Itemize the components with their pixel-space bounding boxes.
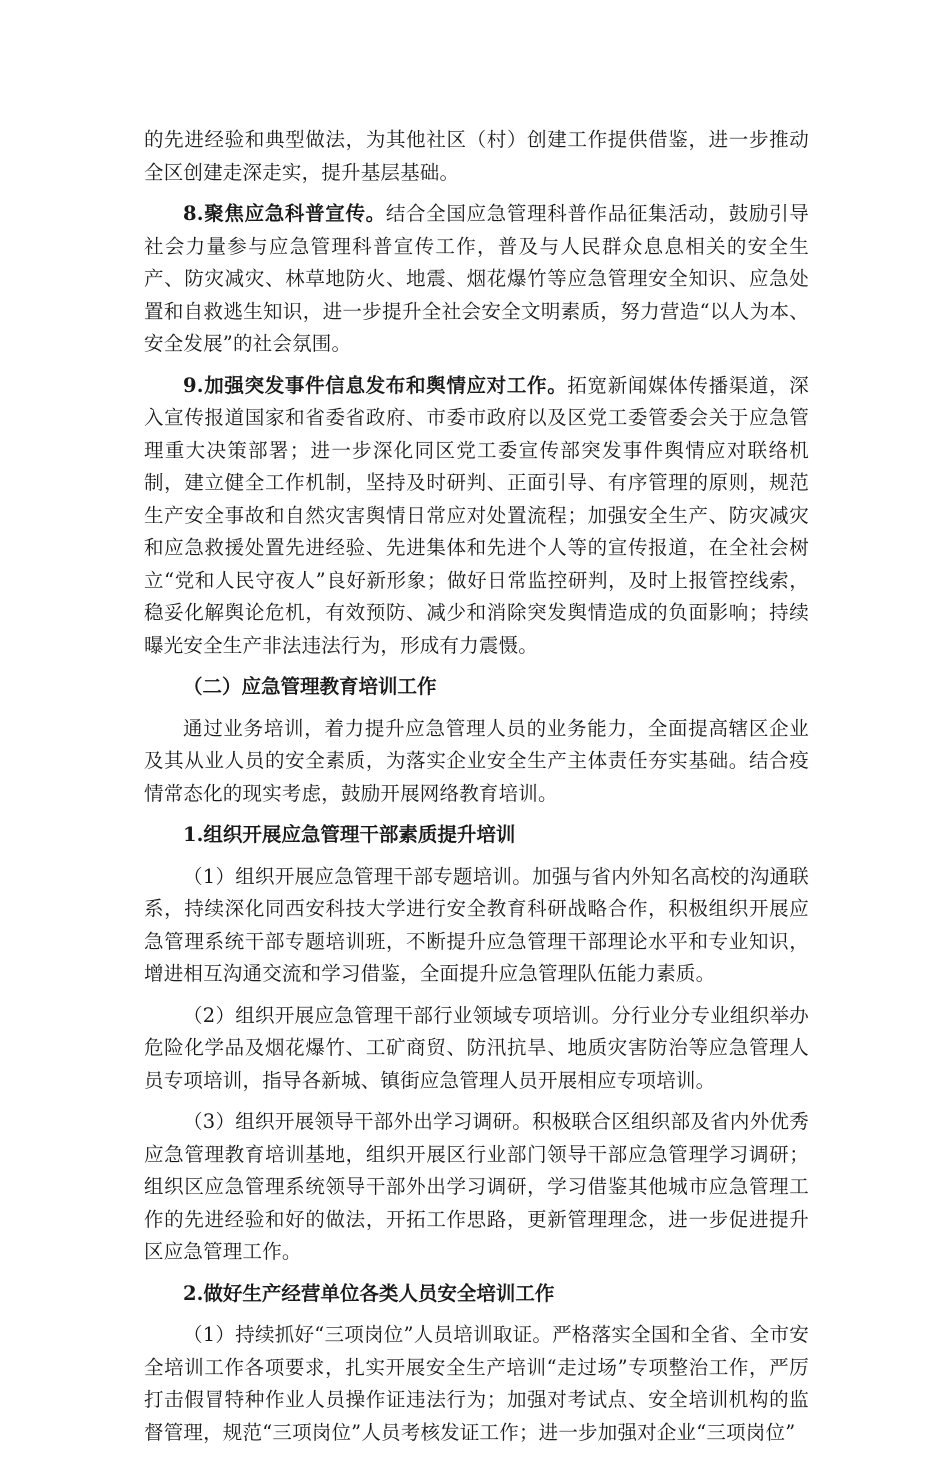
paragraph-continuation bbox=[144, 124, 809, 189]
item-8-title: 8.聚焦应急科普宣传。 bbox=[183, 202, 386, 225]
paragraph-text: 的先进经验和典型做法，为其他社区（村）创建工作提供借鉴，进一步推动全区创建走深走实，提升基层基础。 bbox=[144, 128, 809, 184]
paragraph-1-2-text: （2）组织开展应急管理干部行业领域专项培训。分行业分专业组织举办危险化学品及烟花爆竹、工矿商贸、防汛抗旱、地质灾害防治等应急管理人员专项培训，指导各新城、镇街应急管理人员开展相应专项培训。 bbox=[144, 1003, 809, 1092]
subheading-1: 1.组织开展应急管理干部素质提升培训 bbox=[183, 823, 516, 846]
section-2-intro bbox=[144, 713, 809, 811]
paragraph-1-3-text: （3）组织开展领导干部外出学习调研。积极联合区组织部及省内外优秀应急管理教育培训基地，组织开展区行业部门领导干部应急管理学习调研；组织区应急管理系统领导干部外出学习调研，学习借鉴其他城市应急管理工作的先进经验和好的做法，开拓工作思路，更新管理理念，进一步促进提升区应急管理工作。 bbox=[144, 1110, 809, 1263]
paragraph-item-9 bbox=[144, 370, 809, 663]
item-8-text: 结合全国应急管理科普作品征集活动，鼓励引导社会力量参与应急管理科普宣传工作，普及与人民群众息息相关的安全生产、防灾减灾、林草地防火、地震、烟花爆竹等应急管理安全知识、应急处置和自救逃生知识，进一步提升全社会安全文明素质，努力营造“以人为本、安全发展”的社会氛围。 bbox=[144, 202, 810, 355]
paragraph-1-2 bbox=[144, 1000, 809, 1098]
subheading-2: 2.做好生产经营单位各类人员安全培训工作 bbox=[183, 1281, 555, 1305]
document-page bbox=[144, 124, 809, 1458]
paragraph-1-1 bbox=[144, 861, 809, 991]
section-2-intro-text: 通过业务培训，着力提升应急管理人员的业务能力，全面提高辖区企业及其从业人员的安全素质，为落实企业安全生产主体责任夯实基础。结合疫情常态化的现实考虑，鼓励开展网络教育培训。 bbox=[144, 716, 809, 805]
item-9-text: 拓宽新闻媒体传播渠道，深入宣传报道国家和省委省政府、市委市政府以及区党工委管委会关于应急管理重大决策部署；进一步深化同区党工委宣传部突发事件舆情应对联络机制，建立健全工作机制，坚持及时研判、正面引导、有序管理的原则，规范生产安全事故和自然灾害舆情日常应对处置流程；加强安全生产、防灾减灾和应急救援处置先进经验、先进集体和先进个人等的宣传报道，在全社会树立“党和人民守夜人”良好新形象；做好日常监控研判，及时上报管控线索，稳妥化解舆论危机，有效预防、减少和消除突发舆情造成的负面影响；持续曝光安全生产非法违法行为，形成有力震慑。 bbox=[144, 373, 809, 657]
section-heading-2: （二）应急管理教育培训工作 bbox=[183, 675, 437, 698]
paragraph-1-3 bbox=[144, 1106, 809, 1269]
paragraph-2-1 bbox=[144, 1319, 809, 1449]
paragraph-2-1-text: （1）持续抓好“三项岗位”人员培训取证。严格落实全国和全省、全市安全培训工作各项要求，扎实开展安全生产培训“走过场”专项整治工作，严厉打击假冒特种作业人员操作证违法行为；加强对考试点、安全培训机构的监督管理，规范“三项岗位”人员考核发证工作；进一步加强对企业“三项岗位” bbox=[144, 1323, 809, 1444]
paragraph-1-1-text: （1）组织开展应急管理干部专题培训。加强与省内外知名高校的沟通联系，持续深化同西安科技大学进行安全教育科研战略合作，积极组织开展应急管理系统干部专题培训班，不断提升应急管理干部理论水平和专业知识，增进相互沟通交流和学习借鉴，全面提升应急管理队伍能力素质。 bbox=[144, 864, 809, 985]
paragraph-item-8 bbox=[144, 198, 809, 361]
item-9-title: 9.加强突发事件信息发布和舆情应对工作。 bbox=[183, 373, 568, 397]
